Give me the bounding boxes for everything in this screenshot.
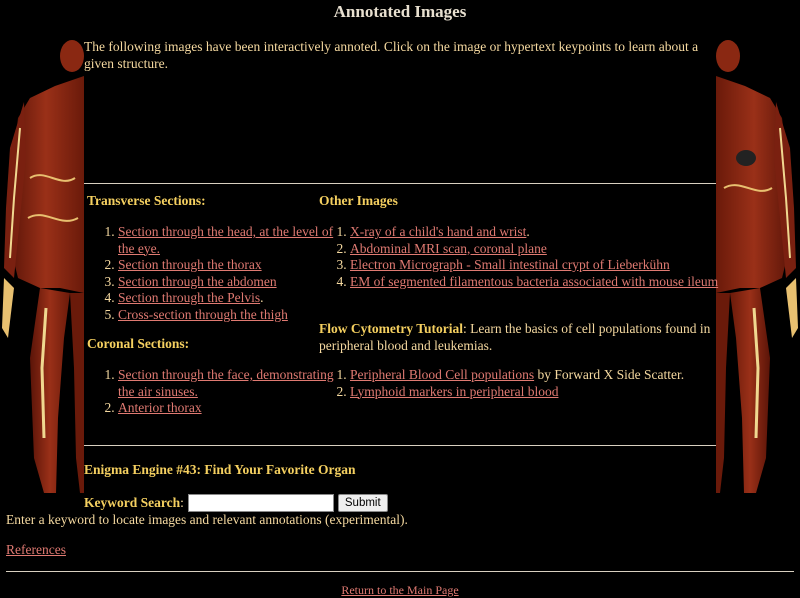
pelvis-suffix: .: [260, 290, 264, 305]
list-item: [118, 257, 348, 274]
list-item: [118, 224, 348, 257]
link-em-bacteria[interactable]: EM of segmented filamentous bacteria associated with mouse ileum: [350, 273, 719, 289]
references-link[interactable]: References: [6, 542, 66, 557]
link-lymphoid-markers[interactable]: Lymphoid markers in peripheral blood: [350, 383, 559, 399]
link-xray-hand[interactable]: X-ray of a child's hand and wrist: [350, 224, 527, 239]
link-anterior-thorax[interactable]: Anterior thorax: [118, 400, 202, 415]
return-main-container: [0, 583, 800, 598]
link-head-section[interactable]: Section through the head, at the level of the eye.: [118, 224, 334, 256]
link-blood-cell-populations[interactable]: Peripheral Blood Cell populations: [350, 367, 535, 382]
transverse-heading: Transverse Sections:: [87, 193, 206, 208]
transverse-list: [84, 224, 348, 323]
intro-text: The following images have been interactively annoted. Click on the image or hypertext keypoints to learn about a given structure.: [84, 39, 699, 71]
keyword-input[interactable]: [188, 494, 334, 512]
list-item: [118, 274, 348, 291]
list-item: [118, 367, 348, 400]
link-abdomen-section[interactable]: Section through the abdomen: [118, 273, 277, 289]
link-thigh-section[interactable]: Cross-section through the thigh: [118, 306, 288, 322]
link-em-crypt[interactable]: Electron Micrograph - Small intestinal crypt of Lieberkühn: [350, 257, 670, 272]
list-item: [350, 384, 750, 401]
flow-cytometry-intro: [319, 320, 719, 354]
list-item: [118, 400, 348, 417]
anatomy-figure-left[interactable]: [0, 38, 84, 498]
enigma-title: Enigma Engine #43: Find Your Favorite Organ: [84, 462, 356, 477]
link-thorax-section[interactable]: Section through the thorax: [118, 257, 262, 272]
coronal-heading: Coronal Sections:: [87, 336, 190, 351]
keyword-search-form: [84, 494, 388, 512]
list-item: [118, 307, 348, 324]
coronal-list: [84, 367, 348, 417]
divider-middle: [84, 445, 716, 446]
submit-button[interactable]: Submit: [338, 494, 388, 512]
blood-suffix: by Forward X Side Scatter.: [534, 367, 685, 382]
divider-top: [84, 183, 716, 184]
divider-bottom: [6, 571, 794, 572]
flow-list: [316, 367, 750, 400]
list-item: [118, 290, 348, 307]
other-images-heading: Other Images: [319, 193, 398, 208]
link-pelvis-section[interactable]: Section through the Pelvis: [118, 290, 261, 305]
link-face-section[interactable]: Section through the face, demonstrating the air sinuses.: [118, 367, 334, 399]
return-main-link[interactable]: Return to the Main Page: [341, 583, 459, 597]
list-item: [350, 274, 750, 291]
keyword-colon: :: [180, 495, 184, 510]
page-title: Annotated Images: [333, 2, 467, 21]
keyword-help-text: Enter a keyword to locate images and relevant annotations (experimental).: [6, 512, 408, 527]
list-item: [350, 367, 750, 384]
keyword-label: Keyword Search: [84, 495, 181, 510]
xray-suffix: .: [526, 224, 530, 239]
link-mri-abdomen[interactable]: Abdominal MRI scan, coronal plane: [350, 240, 547, 256]
other-images-list: [316, 224, 750, 290]
list-item: [350, 241, 750, 258]
flow-description: : Learn the basics of cell populations found in peripheral blood and leukemias.: [319, 321, 711, 353]
list-item: [350, 224, 750, 241]
list-item: [350, 257, 750, 274]
flow-heading: Flow Cytometry Tutorial: [319, 321, 463, 336]
